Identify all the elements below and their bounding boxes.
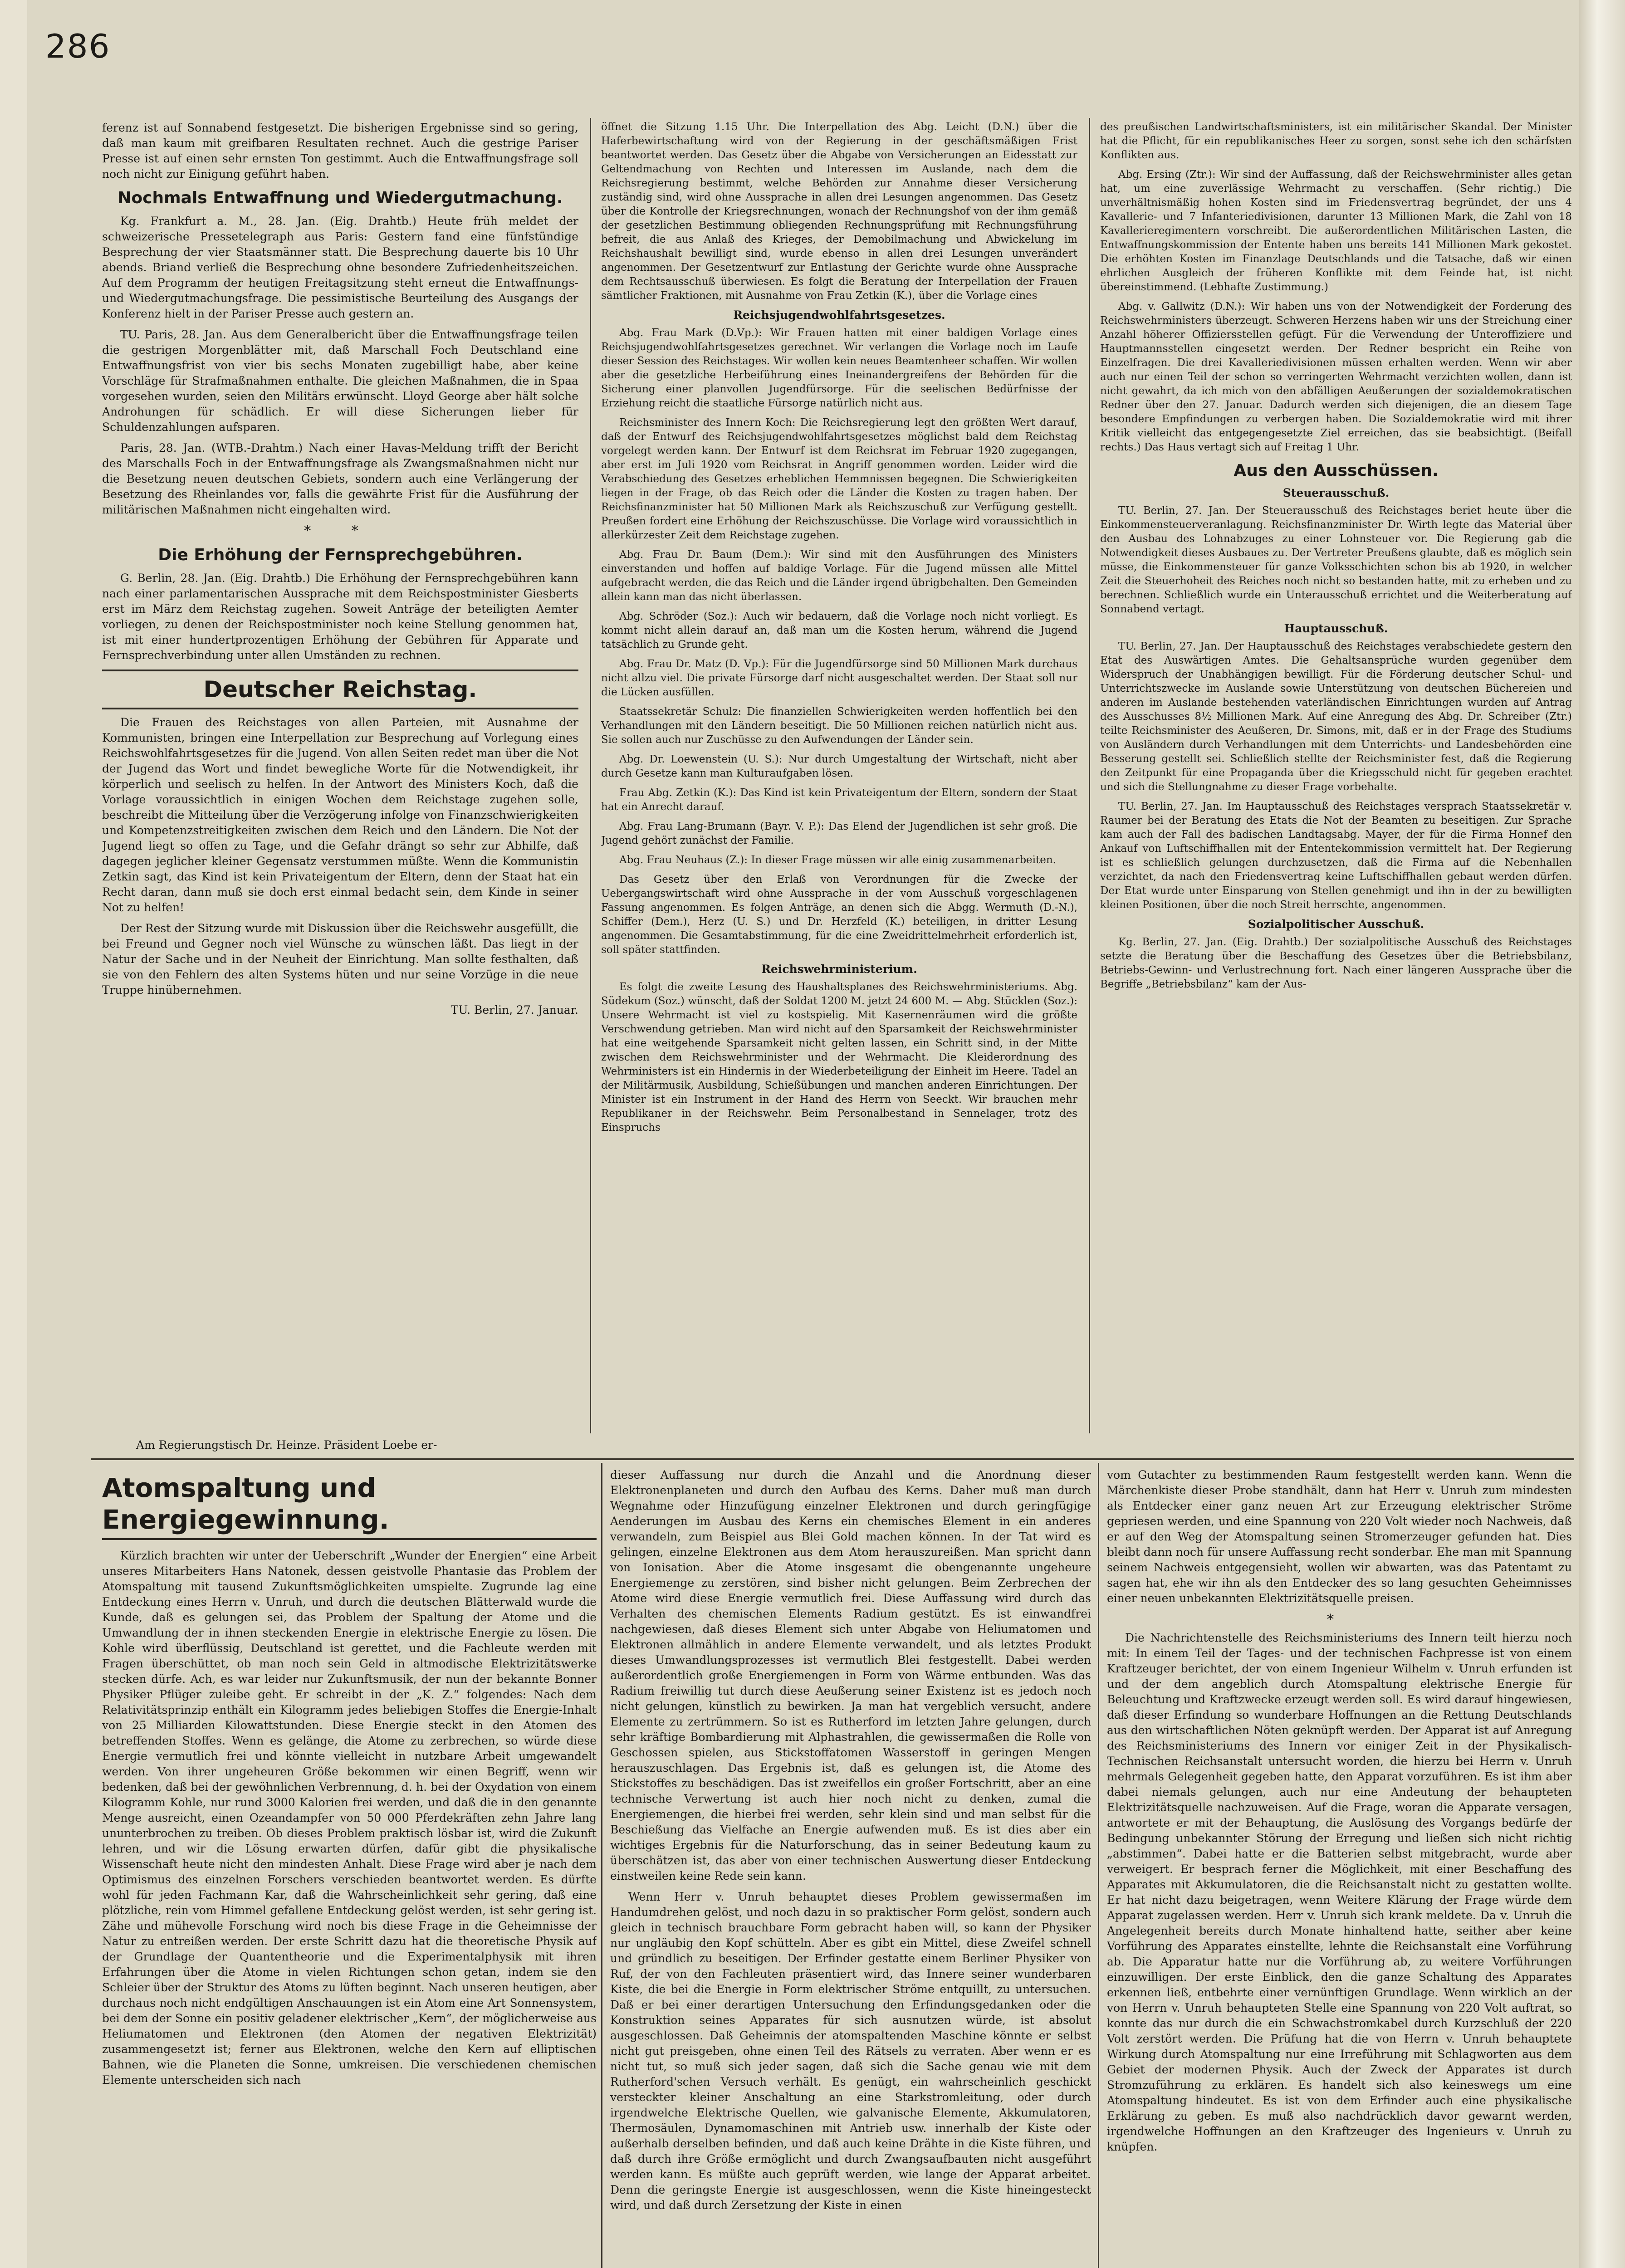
paragraph: Abg. Frau Dr. Baum (Dem.): Wir sind mit den Ausführungen des Ministers einverstanden und hoffen auf baldige Vorlage. Für die Jugend müssen alle Mittel aufgebracht werden, die das Reich und die Länder irgend übrigbehalten. Den Gemeinden allein kann man das nicht überlassen. <box>601 549 1077 603</box>
column-rule <box>1098 1463 1099 2268</box>
paragraph: Staatssekretär Schulz: Die finanziellen Schwierigkeiten werden hoffentlich bei den Verhandlungen mit den Ländern beseitigt. Die 50 Millionen reichen natürlich nicht aus. Sie sollen auch nur Zuschüsse zu den Aufwendungen der Länder sein. <box>601 706 1077 746</box>
article-intro: ferenz ist auf Sonnabend festgesetzt. Die bisherigen Ergebnisse sind so gering, daß man kaum mit greifbaren Resultaten rechnet. Auch die gestrige Pariser Presse ist auf einen sehr ernsten Ton gestimmt. Auch die Entwaffnungsfrage soll noch nicht zur Einigung geführt haben. <box>102 121 578 181</box>
subheading: Reichswehrministerium. <box>761 963 917 976</box>
paragraph: Kg. Berlin, 27. Jan. (Eig. Drahtb.) Der sozialpolitische Ausschuß des Reichstages setzte die Beratung über die Beschaffung des Gesetzes über die Betriebsbilanz, Betriebs-Gewinn- und Verlustrechnung fort. Nach einer längeren Aussprache über die Begriffe „Betriebsbilanz“ kam der Aus- <box>1100 936 1572 990</box>
column-rule <box>601 1463 602 2268</box>
headline-entwaffnung: Nochmals Entwaffnung und Wiedergutmachung. <box>117 189 563 207</box>
paragraph: TU. Paris, 28. Jan. Aus dem Generalbericht über die Entwaffnungsfrage teilen die gestrigen Morgenblätter mit, daß Marschall Foch Deutschland eine Entwaffnungsfrist von vier bis sechs Monaten zugebilligt habe, aber keine Vorschläge für Strafmaßnahmen enthalte. Die gleichen Maßnahmen, die in Spaa vorgesehen wurden, seien den Militärs erwünscht. Lloyd George aber hält solche Androhungen für schädlich. Er will diese Sicherungen lieber für Schuldenzahlungen aufsparen. <box>102 328 578 434</box>
headline-fernsprech: Die Erhöhung der Fernsprechgebühren. <box>158 546 523 564</box>
subheading: Reichsjugendwohlfahrtsgesetzes. <box>733 308 945 322</box>
paragraph: Die Frauen des Reichstages von allen Parteien, mit Ausnahme der Kommunisten, bringen eine Interpellation zur Besprechung auf Vorlegung eines Reichswohlfahrtsgesetzes für die Jugend. Von allen Seiten redet man über die Not der Jugend das Wort und findet bewegliche Worte für die Notwendigkeit, ihr körperlich und seelisch zu helfen. In der Antwort des Ministers Koch, daß die Vorlage voraussichtlich in einigen Wochen dem Reichstage zugehen solle, beschreibt die Mitteilung über die Verzögerung infolge von Finanzschwierigkeiten und Kompetenzstreitigkeiten zwischen dem Reich und den Ländern. Die Not der Jugend liegt so offen zu Tage, und die Gefahr drängt so sehr zur Abhilfe, daß dagegen jeglicher kleiner Gegensatz verstummen müßte. Wenn die Kommunistin Zetkin sagt, das Kind ist kein Privateigentum der Eltern, denn der Staat hat ein Recht daran, dann muß sie doch erst einmal bedacht sein, dem Kinde in seiner Not zu helfen! <box>102 716 578 914</box>
paragraph: Abg. v. Gallwitz (D.N.): Wir haben uns von der Notwendigkeit der Forderung des Reichswehrministers überzeugt. Schweren Herzens haben wir uns der Streichung einer Anzahl höherer Offiziersstellen gefügt. Für die Verwendung der Unteroffiziere und Hauptmannsstellen eingesetzt werden. Der Redner bespricht ein Reihe von Einzelfragen. Die drei Kavalleriedivisionen müssen erhalten werden. Wenn wir aber auch nur einen Teil der schon so verringerten Wehrmacht verzichten wollen, dann ist nicht gewahrt, da ich mich von den abfälligen Aeußerungen der sozialdemokratischen Redner über den 27. Januar. Dadurch werden sich diejenigen, die an diesem Tage besondere Empfindungen zu verbergen haben. Die Sozialdemokratie wird mit ihrer Kritik vielleicht das entgegengesetzte Ziel erreichen, das sie beabsichtigt. (Beifall rechts.) Das Haus vertagt sich auf Freitag 1 Uhr. <box>1100 301 1572 453</box>
paragraph: TU. Berlin, 27. Jan. Der Steuerausschuß des Reichstages beriet heute über die Einkommensteuerveranlagung. Reichsfinanzminister Dr. Wirth legte das Material über den Ausbau des Lohnabzuges zu einer Lohnsteuer vor. Die Regierung gab die Notwendigkeit dieses Ausbaues zu. Der Vertreter Preußens glaubte, daß es möglich sein müsse, die Einkommensteuer für ganze Volksschichten schon bis ab 1920, in welcher Zeit die Steuerhoheit des Reiches noch nicht so bestanden hatte, mit zu erheben und zu berechnen. Schließlich wurde ein Unterausschuß errichtet und die Weiterberatung auf Sonnabend vertagt. <box>1100 505 1572 615</box>
paragraph: des preußischen Landwirtschaftsministers, ist ein militärischer Skandal. Der Minister hat die Pflicht, für ein republikanisches Heer zu sorgen, sonst sehe ich den schärfsten Konflikten aus. <box>1100 121 1572 161</box>
paragraph: Die Nachrichtenstelle des Reichsministeriums des Innern teilt hierzu noch mit: In einem Teil der Tages- und der technischen Fachpresse ist von einem Kraftzeuger berichtet, der von einem Ingenieur Wilhelm v. Unruh erfunden ist und der dem angeblich durch Atomspaltung elektrische Energie für Beleuchtung und Kraftzwecke erzeugt werden soll. Es wird darauf hingewiesen, daß dieser Erfindung so wunderbare Hoffnungen an die Rettung Deutschlands aus den wirtschaftlichen Nöten geknüpft werden. Der Apparat ist auf Anregung des Reichsministeriums des Innern vor einiger Zeit in der Physikalisch-Technischen Reichsanstalt untersucht worden, die hierzu bei Herrn v. Unruh mehrmals Gelegenheit gegeben hatte, den Apparat vorzuführen. Es ist ihm aber dabei niemals gelungen, auch nur eine Andeutung der behaupteten Elektrizitätsquelle nachzuweisen. Auf die Frage, woran die Apparate versagen, antwortete er mit der Behauptung, die Auslösung des Vorgangs bedürfe der Bedingung unbekannter Störung der Erregung und ließen sich nicht richtig „abstimmen“. Dabei hatte er die Batterien selbst mitgebracht, wurde aber verweigert. Er besprach ferner die Möglichkeit, mit einer Beschaffung des Apparates mit Akkumulatoren, die die Reichsanstalt nicht zu gestatten wollte. Er hat nicht dazu beigetragen, wenn Weitere Klärung der Frage würde dem Apparat zugelassen werden. Herr v. Unruh sich krank meldete. Da v. Unruh die Angelegenheit bereits durch Monate hinhaltend hatte, seither aber keine Vorführung des Apparates einstellte, lehnte die Reichsanstalt eine Vorführung ab. Die Apparatur hatte nur die Vorführung ab, zu weitere Vorführungen einzuwilligen. Der erste Einblick, den die ganze Schaltung des Apparates erkennen ließ, entbehrte einer vernünftigen Grundlage. Wenn wirklich an der von Herrn v. Unruh behaupteten Stelle eine Spannung von 220 Volt auftrat, so konnte das nur durch die ein Schwachstromkabel durch Kurzschluß der 220 Volt zerstört werden. Die Prüfung hat die von Herrn v. Unruh behauptete Wirkung durch Atomspaltung nur eine Irreführung mit Schlagworten aus dem Gebiet der modernen Physik. Auch der Zweck der Apparates ist durch Stromzuführung zu erklären. Es handelt sich also keineswegs um eine Atomspaltung hindeutet. Es ist von dem Erfinder auch eine physikalische Erklärung zu geben. Es muß also nachdrücklich davor gewarnt werden, irgendwelche Hoffnungen an den Kraftzeuger des Ingenieurs v. Unruh zu knüpfen. <box>1107 1631 1572 2153</box>
paragraph: Paris, 28. Jan. (WTB.-Drahtm.) Nach einer Havas-Meldung trifft der Bericht des Marschalls Foch in der Entwaffnungsfrage als Zwangsmaßnahmen nicht nur die Besetzung neuen deutschen Gebiets, sondern auch eine Verlängerung der Besetzung des Rheinlandes vor, falls die gewährte Frist für die Ausführung der militärischen Maßnahmen nicht eingehalten wird. <box>102 441 578 516</box>
column-3 <box>1100 120 1572 1431</box>
paragraph: dieser Auffassung nur durch die Anzahl und die Anordnung dieser Elektronenplaneten und durch den Aufbau des Kerns. Daher muß man durch Wegnahme oder Hinzufügung einzelner Elektronen und durch geringfügige Aenderungen im Ausbau des Kerns ein chemisches Element in ein anderes verwandeln, zum Beispiel aus Blei Gold machen können. In der Tat wird es gelingen, einzelne Elektronen aus dem Atom herauszureißen. Man spricht dann von Ionisation. Aber die Atome insgesamt die obengenannte ungeheure Energiemenge zu zerstören, sind bisher nicht gelungen. Beim Zerbrechen der Atome wird diese Energie vermutlich frei. Diese Auffassung wird durch das Verhalten des chemischen Elements Radium gestützt. Es ist einwandfrei nachgewiesen, daß dieses Element sich unter Abgabe von Heliumatomen und Elektronen allmählich in andere Elemente verwandelt, und als letztes Produkt dieses Umwandlungsprozesses ist vermutlich Blei festgestellt. Dabei werden außerordentlich große Energiemengen in Form von Wärme entbunden. Was das Radium freiwillig tut durch diese Aeußerung seiner Existenz ist es jedoch noch nicht gelungen, künstlich zu bewirken. Ja man hat vergeblich versucht, andere Elemente zu zertrümmern. So ist es Rutherford im letzten Jahre gelungen, durch sehr kräftige Bombardierung mit Alphastrahlen, die gewissermaßen die Rolle von Geschossen spielen, aus Stickstoffatomen Wasserstoff in geringen Mengen herauszuschlagen. Das Ergebnis ist, daß es gelungen ist, die Atome des Stickstoffes zu beschädigen. Das ist zweifellos ein großer Fortschritt, aber an eine technische Verwertung ist auch hier noch nicht zu denken, zumal die Energiemengen, die hierbei frei werden, sehr klein sind und man selbst für die Beschießung das Vielfache an Energie aufwenden muß. Es ist dies aber ein wichtiges Ergebnis für die Naturforschung, das in seiner Bedeutung kaum zu überschätzen ist, das aber von einer technischen Auswertung dieser Entdeckung einstweilen keine Rede sein kann. <box>610 1468 1091 1882</box>
footer-line: Am Regierungstisch Dr. Heinze. Präsident Loebe er- <box>136 1438 437 1452</box>
paragraph: Abg. Ersing (Ztr.): Wir sind der Auffassung, daß der Reichswehrminister alles getan hat, um eine zuverlässige Wehrmacht zu verschaffen. (Sehr richtig.) Die unverhältnismäßig hohen Kosten sind im Friedensvertrag begründet, der uns 4 Kavallerie- und 7 Infanteriedivisionen, darunter 13 Millionen Mark, die Zahl von 18 Kavallerieregimentern vorschreibt. Die außerordentlichen Militärischen Lasten, die Entwaffnungskommission der Entente haben uns bereits 141 Millionen Mark gekostet. Die erhöhten Kosten im Finanzlage Deutschlands und die Tatsache, daß wir einen ehrlichen Ausgleich der früheren Konflikte mit dem Feinde hat, ist nicht übereinstimmend. (Lebhafte Zustimmung.) <box>1100 169 1572 293</box>
paragraph: Kürzlich brachten wir unter der Ueberschrift „Wunder der Energien“ eine Arbeit unseres Mitarbeiters Hans Natonek, dessen geistvolle Phantasie das Problem der Atomspaltung mit tausend Zukunftsmöglichkeiten umspielte. Zugrunde lag eine Entdeckung eines Herrn v. Unruh, und durch die deutschen Blätterwald wurde die Kunde, daß es gelungen sei, das Problem der Spaltung der Atome und die Umwandlung der in ihnen steckenden Energie in elektrische Energie zu lösen. Die Kohle wird überflüssig, Deutschland ist gerettet, und die Fachleute werden mit Fragen überschüttet, ob man noch sein Geld in altmodische Elektrizitätswerke stecken dürfe. Ach, es war leider nur Zukunftsmusik, der nun der bekannte Bonner Physiker Pflüger zuleibe geht. Er schreibt in der „K. Z.“ folgendes: Nach dem Relativitätsprinzip enthält ein Kilogramm jedes beliebigen Stoffes die Energie-Inhalt von 25 Milliarden Kilowattstunden. Diese Energie steckt in den Atomen des betreffenden Stoffes. Wenn es gelänge, die Atome zu zerbrechen, so würde diese Energie vermutlich frei und könnte vielleicht in nutzbare Arbeit umgewandelt werden. Von ihrer ungeheuren Größe bekommen wir einen Begriff, wenn wir bedenken, daß bei der gewöhnlichen Verbrennung, d. h. bei der Oxydation von einem Kilogramm Kohle, nur rund 3000 Kalorien frei werden, und daß die in den genannte Menge ausreicht, einen Ozeandampfer von 50 000 Pferdekräften zehn Jahre lang ununterbrochen zu treiben. Ob dieses Problem praktisch lösbar ist, wird die Zukunft lehren, und wir die Lösung erwarten dürfen, dafür gibt die physikalische Wissenschaft heute nicht den mindesten Anhalt. Diese Frage wird aber je nach dem Optimismus des einzelnen Forschers verschieden beantwortet werden. Es dürfte wohl für jeden Fachmann Kar, daß die Wahrscheinlichkeit sehr gering, daß eine plötzliche, rein vom Himmel gefallene Entdeckung gelöst werden, ist sehr gering ist. Zähe und mühevolle Forschung wird noch bis diese Frage in die Geheimnisse der Natur zu entreißen werden. Der erste Schritt dazu hat die theoretische Physik auf der Grundlage der Quantentheorie und die Experimentalphysik mit ihren Erfahrungen über die Atome in vielen Richtungen schon getan, indem sie den Schleier über der Struktur des Atoms zu lüften beginnt. Nach unseren heutigen, aber durchaus noch nicht endgültigen Anschauungen ist ein Atom eine Art Sonnensystem, bei dem der Sonne ein positiv geladener elektrischer „Kern“, der möglicherweise aus Heliumatomen und Elektronen (den Atomen der negativen Elektrizität) zusammengesetzt ist; ferner aus Elektronen, welche den Kern auf elliptischen Bahnen, wie die Planeten die Sonne, umkreisen. Die verschiedenen chemischen Elemente unterscheiden sich nach <box>102 1549 597 2087</box>
lower-column-1 <box>102 1467 597 2268</box>
paragraph: Es folgt die zweite Lesung des Haushaltsplanes des Reichswehrministeriums. Abg. Südekum (Soz.) wünscht, daß der Soldat 1200 M. jetzt 24 600 M. — Abg. Stücklen (Soz.): Unsere Wehrmacht ist viel zu kostspielig. Mit Kasernenräumen wird die größte Verschwendung getrieben. Man wird nicht auf den Sparsamkeit der Reichswehrminister hat eine weitgehende Sparsamkeit nicht gelten lassen, ein Schritt sind, in der Mitte zwischen dem Reichswehrminister und der Wehrmacht. Die Kleiderordnung des Wehrministers ist ein Hindernis in der Wiederbeteiligung der Einheit im Heere. Tadel an der Militärmusik, Ausbildung, Schießübungen und manchen anderen Einrichtungen. Der Minister ist ein Instrument in der Hand des Herrn von Seeckt. Wir brauchen mehr Republikaner in der Reichswehr. Beim Personalbestand in Sennelager, trotz des Einspruchs <box>601 981 1077 1134</box>
paragraph: Abg. Dr. Loewenstein (U. S.): Nur durch Umgestaltung der Wirtschaft, nicht aber durch Gesetze kann man Kulturaufgaben lösen. <box>601 753 1077 779</box>
subheading: Steuerausschuß. <box>1282 486 1390 499</box>
column-rule <box>590 118 591 1433</box>
paragraph: vom Gutachter zu bestimmenden Raum festgestellt werden kann. Wenn die Märchenkiste dieser Probe standhält, dann hat Herr v. Unruh zum mindesten als Entdecker einer ganz neuen Art zur Erzeugung elektrischer Ströme gepriesen werden, und eine Spannung von 220 Volt wieder noch Nachweis, daß er auf den Weg der Atomspaltung seinen Stromerzeuger gefunden hat. Dies bleibt dann noch für unsere Auffassung recht sonderbar. Ehe man mit Spannung seinem Nachweis entgegensieht, wollen wir abwarten, was das Patentamt zu sagen hat, ehe wir ihn als den Entdecker des so lang gesuchten Geheimnisses einer neuen unbekannten Elektrizitätsquelle preisen. <box>1107 1468 1572 1605</box>
lower-column-3 <box>1107 1467 1572 2268</box>
paragraph: Frau Abg. Zetkin (K.): Das Kind ist kein Privateigentum der Eltern, sondern der Staat hat ein Anrecht darauf. <box>601 787 1077 813</box>
headline-reichstag: Deutscher Reichstag. <box>102 670 578 709</box>
page-number: 286 <box>45 27 111 65</box>
paragraph: öffnet die Sitzung 1.15 Uhr. Die Interpellation des Abg. Leicht (D.N.) über die Haferbewirtschaftung wird von der Regierung in der geschäftsmäßigen Frist beantwortet werden. Das Gesetz über die Abgabe von Versicherungen an Eidesstatt zur Geltendmachung von Rechten und Interessen im Auslande, nach dem die Reichsregierung bestimmt, welche Behörden zur Annahme dieser Versicherung zuständig sind, wird ohne Aussprache in allen drei Lesungen angenommen. Das Gesetz über die Kontrolle der Kriegsrechnungen, wonach der Rechnungshof von der ihm gemäß der gesetzlichen Bestimmung obliegenden Rechnungsprüfung mit Rechnungsführung befreit, die aus Anlaß des Krieges, der Demobilmachung und Abwickelung im Reichshaushalt bewilligt sind, wurde ebenso in allen drei Lesungen unverändert angenommen. Der Gesetzentwurf zur Entlastung der Gerichte wurde ohne Aussprache dem Rechtsausschuß überwiesen. Es folgt die Beratung der Interpellation der Frauen sämtlicher Fraktionen, mit Ausnahme von Frau Zetkin (K.), über die Vorlage eines <box>601 121 1077 302</box>
headline-ausschuesse: Aus den Ausschüssen. <box>1233 461 1439 480</box>
paragraph: Abg. Schröder (Soz.): Auch wir bedauern, daß die Vorlage noch nicht vorliegt. Es kommt nicht allein darauf an, daß man um die Kosten herum, während die Jugend tatsächlich zu Grunde geht. <box>601 611 1077 650</box>
paragraph: TU. Berlin, 27. Jan. Der Hauptausschuß des Reichstages verabschiedete gestern den Etat des Auswärtigen Amtes. Die Gehaltsansprüche wurden gegenüber dem Widerspruch der Unabhängigen bewilligt. Für die Förderung deutscher Schul- und Unterrichtszwecke im Auslande sowie Unterstützung von deutschen Büchereien und anderen im Auslande bestehenden vaterländischen Einrichtungen wurden auf Antrag des Ausschusses 8½ Millionen Mark. Auf eine Anregung des Abg. Dr. Schreiber (Ztr.) teilte Reichsminister des Aeußeren, Dr. Simons, mit, daß er in der Frage des Studiums von Ausländern durch Verhandlungen mit dem Unterrichts- und Landesbehörden eine Besserung gestellt sei. Schließlich stellte der Reichsminister fest, daß die Regierung den Zeitpunkt für eine Propaganda über die Kriegsschuld nicht für gegeben erachtet und sich die Stellungnahme zu dieser Frage vorbehalte. <box>1100 640 1572 793</box>
subheading: Hauptausschuß. <box>1284 622 1388 635</box>
column-2 <box>601 120 1077 1431</box>
paragraph: Abg. Frau Lang-Brumann (Bayr. V. P.): Das Elend der Jugendlichen ist sehr groß. Die Jugend gehört zunächst der Familie. <box>601 821 1077 846</box>
paragraph: Kg. Frankfurt a. M., 28. Jan. (Eig. Drahtb.) Heute früh meldet der schweizerische Pressetelegraph aus Paris: Gestern fand eine fünfstündige Besprechung der vier Staatsmänner statt. Die Besprechung dauerte bis 10 Uhr abends. Briand verließ die Besprechung ohne besondere Zufriedenheitszeichen. Auf dem Programm der heutigen Freitagsitzung steht erneut die Entwaffnungs- und Wiedergutmachungsfrage. Die pessimistische Beurteilung des Ausgangs der Konferenz hielt in der Pariser Presse auch gestern an. <box>102 215 578 320</box>
paragraph: Abg. Frau Neuhaus (Z.): In dieser Frage müssen wir alle einig zusammenarbeiten. <box>619 854 1056 866</box>
paragraph: Abg. Frau Dr. Matz (D. Vp.): Für die Jugendfürsorge sind 50 Millionen Mark durchaus nicht allzu viel. Die private Fürsorge darf nicht ausgeschaltet werden. Der Staat soll nur die Lücken ausfüllen. <box>601 658 1077 698</box>
lower-column-2 <box>610 1467 1091 2268</box>
paragraph: Der Rest der Sitzung wurde mit Diskussion über die Reichswehr ausgefüllt, die bei Freund und Gegner noch viel Wünsche zu wünschen läßt. Das liegt in der Natur der Sache und in der Neuheit der Einrichtung. Man sollte festhalten, daß sie von den Fehlern des alten Systems hüten und nur seine Vorzüge in die neue Truppe hinübernehmen. <box>102 922 578 997</box>
page-binding-edge <box>1579 0 1625 2268</box>
paragraph: TU. Berlin, 27. Jan. Im Hauptausschuß des Reichstages versprach Staatssekretär v. Raumer bei der Beratung des Etats die Not der Beamten zu beseitigen. Zur Sprache kam auch der Fall des badischen Landtagsabg. Mayer, der für die Firma Honnef den Ankauf von Luftschiffhallen mit der Ententekommission vermittelt hat. Der Regierung ist es schließlich gelungen durchzusetzen, daß die Firma auf die Nebenhallen verzichtet, da nach den Friedensvertrag keine Luftschiffhallen gebaut werden dürfen. Der Etat wurde unter Einsparung von Stellen genehmigt und ihn in der zu bewilligten kleinen Positionen, über die noch Streit herrschte, angenommen. <box>1100 801 1572 911</box>
section-rule <box>91 1458 1574 1460</box>
paragraph: Wenn Herr v. Unruh behauptet dieses Problem gewissermaßen im Handumdrehen gelöst, und noch dazu in so praktischer Form gelöst, sondern auch gleich in technisch brauchbare Form gebracht haben will, so kann der Physiker nur ungläubig den Kopf schütteln. Aber es gibt ein Mittel, diese Zweifel schnell und gründlich zu beseitigen. Der Erfinder gestatte einem Berliner Physiker von Ruf, der von den Fachleuten präsentiert wird, das Innere seiner wunderbaren Kiste, die bei die Energie in Form elektrischer Ströme entquillt, zu untersuchen. Daß er bei einer derartigen Untersuchung den Erfindungsgedanken oder die Konstruktion seines Apparates für sich ausnutzen würde, ist absolut ausgeschlossen. Daß Geheimnis der atomspaltenden Maschine könnte er selbst nicht gut preisgeben, ohne einen Teil des Rätsels zu verraten. Aber wenn er es nicht tut, so muß sich jeder sagen, daß sich die Sache genau wie mit dem Rutherford'schen Versuch verhält. Es genügt, ein wahrscheinlich geschickt versteckter kleiner Anschaltung an eine Starkstromleitung, oder durch irgendwelche Elektrische Quellen, wie galvanische Elemente, Akkumulatoren, Thermosäulen, Dynamomaschinen mit Antrieb usw. innerhalb der Kiste oder außerhalb derselben befinden, und daß auch keine Drähte in die Kiste führen, und daß durch ihre Größe ermöglicht und durch Zwangsaufbauten nicht ausgeführt werden kann. Es müßte auch geprüft werden, wie lange der Apparat arbeitet. Denn die geringste Energie ist ausgeschlossen, wenn die Kiste hineingesteckt wird, und daß durch Zersetzung der Kiste in einen <box>610 1890 1091 2212</box>
subheading: Sozialpolitischer Ausschuß. <box>1248 918 1424 931</box>
paragraph: Abg. Frau Mark (D.Vp.): Wir Frauen hatten mit einer baldigen Vorlage eines Reichsjugendwohlfahrtsgesetzes gerechnet. Wir verlangen die Vorlage noch im Laufe dieser Session des Reichstages. Wir wollen kein neues Beamtenheer schaffen. Wir wollen aber die gesetzliche Herbeiführung eines Ineinandergreifens der Behörden für die Sicherung einer planvollen Jugendfürsorge. Für die seelischen Bedürfnisse der Erziehung reicht die staatliche Fürsorge natürlich nicht aus. <box>601 327 1077 409</box>
separator-star: * <box>1327 1612 1352 1628</box>
dateline: TU. Berlin, 27. Januar. <box>450 1003 578 1017</box>
separator-stars: * * <box>304 523 377 539</box>
paragraph: G. Berlin, 28. Jan. (Eig. Drahtb.) Die Erhöhung der Fernsprechgebühren kann nach einer parlamentarischen Aussprache mit dem Reichspostminister Giesberts erst im März dem Reichstag zugehen. Soweit Anträge der beteiligten Aemter vorliegen, zu denen der Reichspostminister noch keine Stellung genommen hat, ist mit einer hundertprozentigen Erhöhung der Gebühren für Apparate und Fernsprechverbindung unter allen Umständen zu rechnen. <box>102 572 578 662</box>
column-rule <box>1089 118 1090 1433</box>
column-1 <box>102 120 578 1436</box>
paragraph: Das Gesetz über den Erlaß von Verordnungen für die Zwecke der Uebergangswirtschaft wird ohne Aussprache in der vom Ausschuß vorgeschlagenen Fassung angenommen. Es folgen Anträge, an denen sich die Abgg. Wermuth (D.-N.), Schiffer (Dem.), Herz (U. S.) und Dr. Herzfeld (K.) beteiligen, in dritter Lesung angenommen. Die Gesamtabstimmung, für die eine Zweidrittelmehrheit erforderlich ist, soll später stattfinden. <box>601 874 1077 956</box>
headline-atomspaltung: Atomspaltung und Energiegewinnung. <box>102 1472 597 1540</box>
paragraph: Reichsminister des Innern Koch: Die Reichsregierung legt den größten Wert darauf, daß der Entwurf des Reichsjugendwohlfahrtsgesetzes möglichst bald dem Reichstag vorgelegt werden kann. Der Entwurf ist dem Reichsrat im Februar 1920 zugegangen, aber erst im Juli 1920 vom Reichsrat in Angriff genommen worden. Leider wird die Verabschiedung des Gesetzes erheblichen Hemmnissen begegnen. Die Schwierigkeiten liegen in der Frage, ob das Reich oder die Länder die Kosten zu tragen haben. Der Reichsfinanzminister hat 50 Millionen Mark als Reichszuschuß zur Verfügung gestellt. Preußen fordert eine Erhöhung der Reichszuschüsse. Die Vorlage wird voraussichtlich in allerkürzester Zeit dem Reichstage zugehen. <box>601 417 1077 541</box>
